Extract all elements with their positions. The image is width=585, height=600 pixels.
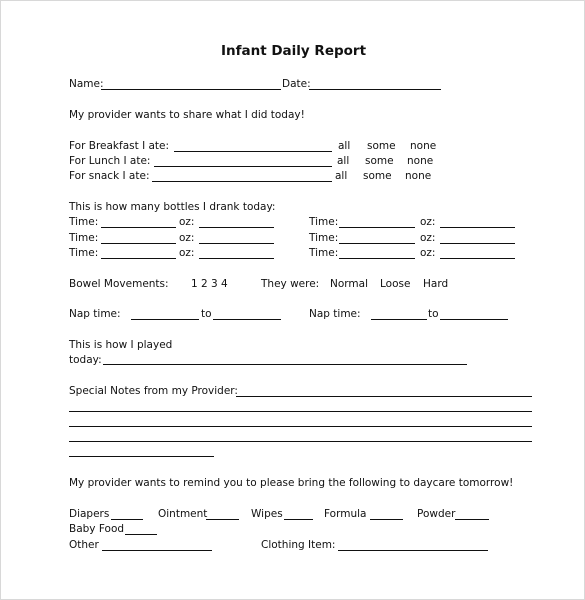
bottles-heading: This is how many bottles I drank today: <box>69 201 276 213</box>
bottle-oz-label: oz: <box>179 247 195 259</box>
bottle-time-field[interactable] <box>339 227 415 228</box>
lunch-field[interactable] <box>154 166 332 167</box>
diapers-label: Diapers <box>69 508 110 520</box>
bowel-option-hard[interactable]: Hard <box>423 278 449 290</box>
nap-start-field[interactable] <box>131 319 199 320</box>
other-field[interactable] <box>102 550 212 551</box>
bottle-oz-label: oz: <box>420 216 436 228</box>
notes-field[interactable] <box>236 396 532 397</box>
name-label: Name: <box>69 78 104 90</box>
name-field[interactable] <box>101 89 281 90</box>
bottle-oz-label: oz: <box>420 232 436 244</box>
bottle-time-label: Time: <box>309 232 339 244</box>
intro-text: My provider wants to share what I did today! <box>69 109 305 121</box>
notes-line[interactable] <box>69 456 214 457</box>
played-label-today: today: <box>69 354 102 366</box>
bottle-time-label: Time: <box>309 216 339 228</box>
lunch-label: For Lunch I ate: <box>69 155 151 167</box>
bottle-oz-label: oz: <box>179 216 195 228</box>
bottle-oz-field[interactable] <box>440 243 515 244</box>
snack-option-some[interactable]: some <box>363 170 392 182</box>
bottle-time-label: Time: <box>69 247 99 259</box>
page-title: Infant Daily Report <box>220 43 367 59</box>
notes-line[interactable] <box>69 411 532 412</box>
nap-label: Nap time: <box>309 308 361 320</box>
bottle-oz-field[interactable] <box>440 227 515 228</box>
bottle-oz-field[interactable] <box>199 227 274 228</box>
diapers-field[interactable] <box>111 519 143 520</box>
bottle-oz-field[interactable] <box>199 243 274 244</box>
notes-line[interactable] <box>69 441 532 442</box>
lunch-option-all[interactable]: all <box>337 155 350 167</box>
bottle-time-field[interactable] <box>339 243 415 244</box>
bowel-counts[interactable]: 1 2 3 4 <box>191 278 228 290</box>
powder-field[interactable] <box>455 519 489 520</box>
date-label: Date: <box>282 78 311 90</box>
remind-text: My provider wants to remind you to please bring the following to daycare tomorrow! <box>69 477 514 489</box>
clothing-field[interactable] <box>338 550 488 551</box>
wipes-field[interactable] <box>284 519 313 520</box>
nap-end-field[interactable] <box>440 319 508 320</box>
breakfast-field[interactable] <box>174 151 332 152</box>
wipes-label: Wipes <box>251 508 283 520</box>
bottle-oz-label: oz: <box>420 247 436 259</box>
snack-label: For snack I ate: <box>69 170 150 182</box>
clothing-label: Clothing Item: <box>261 539 336 551</box>
breakfast-option-some[interactable]: some <box>367 140 396 152</box>
ointment-label: Ointment <box>158 508 208 520</box>
breakfast-option-none[interactable]: none <box>410 140 437 152</box>
snack-option-all[interactable]: all <box>335 170 348 182</box>
snack-option-none[interactable]: none <box>405 170 432 182</box>
bottle-time-field[interactable] <box>101 258 176 259</box>
notes-line[interactable] <box>69 426 532 427</box>
nap-start-field[interactable] <box>371 319 427 320</box>
lunch-option-none[interactable]: none <box>407 155 434 167</box>
snack-field[interactable] <box>152 181 332 182</box>
nap-end-field[interactable] <box>213 319 281 320</box>
nap-to-label: to <box>428 308 439 320</box>
date-field[interactable] <box>309 89 441 90</box>
other-label: Other <box>69 539 99 551</box>
bowel-label: Bowel Movements: <box>69 278 169 290</box>
notes-label: Special Notes from my Provider: <box>69 385 238 397</box>
bottle-oz-field[interactable] <box>199 258 274 259</box>
nap-label: Nap time: <box>69 308 121 320</box>
played-label: This is how I played <box>69 339 173 351</box>
bowel-option-normal[interactable]: Normal <box>330 278 368 290</box>
played-field[interactable] <box>103 364 467 365</box>
bowel-option-loose[interactable]: Loose <box>380 278 411 290</box>
baby-food-label: Baby Food <box>69 523 125 535</box>
bottle-time-label: Time: <box>69 232 99 244</box>
powder-label: Powder <box>417 508 456 520</box>
formula-label: Formula <box>324 508 367 520</box>
bottle-oz-label: oz: <box>179 232 195 244</box>
bottle-oz-field[interactable] <box>440 258 515 259</box>
bottle-time-field[interactable] <box>101 227 176 228</box>
bottle-time-label: Time: <box>309 247 339 259</box>
formula-field[interactable] <box>370 519 403 520</box>
lunch-option-some[interactable]: some <box>365 155 394 167</box>
they-were-label: They were: <box>261 278 320 290</box>
ointment-field[interactable] <box>206 519 239 520</box>
bottle-time-field[interactable] <box>101 243 176 244</box>
breakfast-label: For Breakfast I ate: <box>69 140 170 152</box>
bottle-time-label: Time: <box>69 216 99 228</box>
breakfast-option-all[interactable]: all <box>338 140 351 152</box>
bottle-time-field[interactable] <box>339 258 415 259</box>
baby-food-field[interactable] <box>125 534 157 535</box>
nap-to-label: to <box>201 308 212 320</box>
